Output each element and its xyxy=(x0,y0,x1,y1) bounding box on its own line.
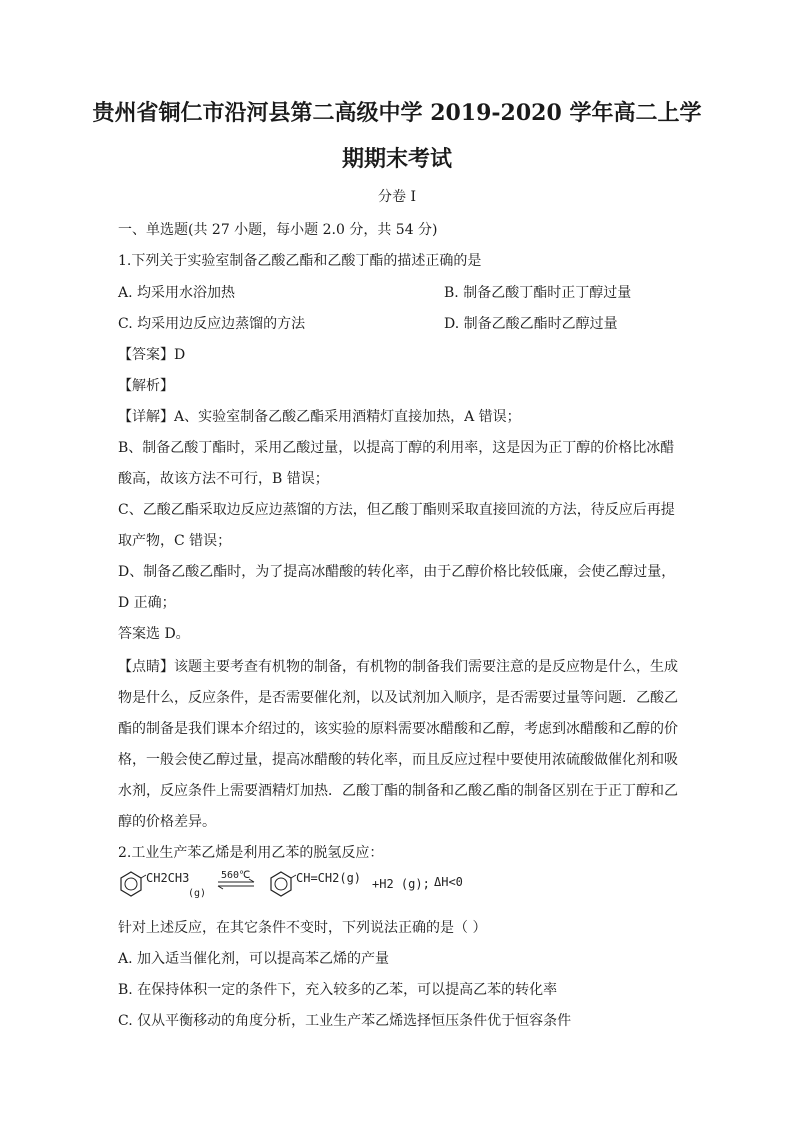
q1-option-a: A. 均采用水浴加热 xyxy=(118,285,236,301)
product-formula: CH=CH2(g) xyxy=(296,871,362,885)
reactant-formula: CH2CH3 xyxy=(146,871,190,885)
q1-comment-line: 【点睛】该题主要考查有机物的制备，有机物的制备我们需要注意的是反应物是什么，生成 xyxy=(118,659,678,675)
q2-option-a: A. 加入适当催化剂，可以提高苯乙烯的产量 xyxy=(118,951,390,967)
reaction-condition: 560℃ xyxy=(221,870,251,881)
q1-comment-line: 水剂，反应条件上需要酒精灯加热．乙酸丁酯的制备和乙酸乙酯的制备区别在于正丁醇和乙 xyxy=(118,783,678,799)
enthalpy-change: ΔH<0 xyxy=(434,875,463,889)
q1-option-c: C. 均采用边反应边蒸馏的方法 xyxy=(118,316,306,332)
q1-detail-line: D 正确； xyxy=(118,595,176,611)
reactant-state: (g) xyxy=(188,888,207,899)
q1-stem: 1.下列关于实验室制备乙酸乙酯和乙酸丁酯的描述正确的是 xyxy=(118,253,482,269)
benzene-ring-icon xyxy=(121,872,141,896)
q1-option-d: D. 制备乙酸乙酯时乙醇过量 xyxy=(444,316,618,332)
part-heading: 一、单选题(共 27 小题，每小题 2.0 分，共 54 分) xyxy=(118,222,438,238)
benzene-ring-icon xyxy=(271,872,291,896)
q1-comment-line: 醇的价格差异。 xyxy=(118,814,216,830)
q1-comment-line: 物是什么，反应条件，是否需要催化剂，以及试剂加入顺序，是否需要过量等问题．乙酸乙 xyxy=(118,690,678,706)
q1-comment-line: 格，一般会使乙醇过量，提高冰醋酸的转化率，而且反应过程中要使用浓硫酸做催化剂和吸 xyxy=(118,752,678,768)
document-title-line2: 期期末考试 xyxy=(341,146,452,172)
title-part: 贵州省铜仁市沿河县第二高级中学 2019-2020 学年高二上学 xyxy=(92,100,702,126)
section-label: 分卷 I xyxy=(378,189,416,205)
q1-detail-line: 【详解】A、实验室制备乙酸乙酯采用酒精灯直接加热，A 错误； xyxy=(118,409,521,425)
q1-option-b: B. 制备乙酸丁酯时正丁醇过量 xyxy=(444,285,632,301)
q1-detail-line: 酸高，故该方法不可行，B 错误； xyxy=(118,471,329,487)
q1-detail-line: 答案选 D。 xyxy=(118,626,190,642)
q1-detail-line: C、乙酸乙酯采取边反应边蒸馏的方法，但乙酸丁酯则采取直接回流的方法，待反应后再提 xyxy=(118,502,675,518)
q2-option-b: B. 在保持体积一定的条件下，充入较多的乙苯，可以提高乙苯的转化率 xyxy=(118,982,558,998)
q2-stem: 2.工业生产苯乙烯是利用乙苯的脱氢反应： xyxy=(118,845,384,861)
q1-detail-line: B、制备乙酸丁酯时，采用乙酸过量，以提高丁醇的利用率，这是因为正丁醇的价格比冰醋 xyxy=(118,440,675,456)
q1-comment-line: 酯的制备是我们课本介绍过的，该实验的原料需要冰醋酸和乙醇，考虑到冰醋酸和乙醇的价 xyxy=(118,721,678,737)
q1-answer: 【答案】D xyxy=(118,347,186,363)
q2-option-c: C. 仅从平衡移动的角度分析，工业生产苯乙烯选择恒压条件优于恒容条件 xyxy=(118,1013,572,1029)
q1-detail-line: D、制备乙酸乙酯时，为了提高冰醋酸的转化率，由于乙醇价格比较低廉，会使乙醇过量， xyxy=(118,564,676,580)
q1-detail-line: 取产物，C 错误； xyxy=(118,533,232,549)
q2-prompt: 针对上述反应，在其它条件不变时，下列说法正确的是（ ） xyxy=(118,920,487,936)
reaction-equation xyxy=(118,868,478,900)
q1-analysis-label: 【解析】 xyxy=(118,378,174,394)
byproduct-formula: +H2 (g); xyxy=(372,877,430,891)
document-title-line1 xyxy=(0,96,794,127)
